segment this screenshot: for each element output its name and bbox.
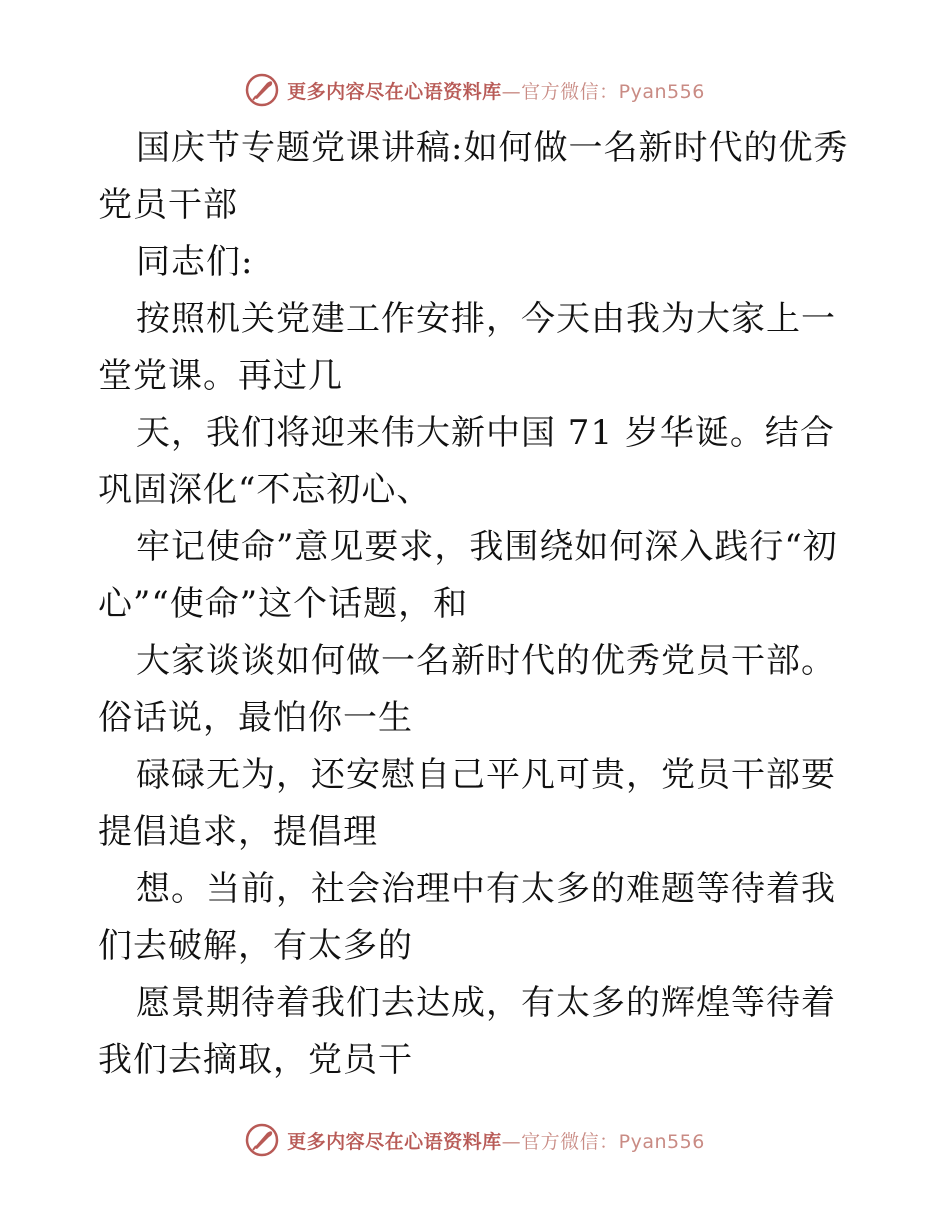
header-banner <box>0 70 950 110</box>
quill-pen-icon <box>245 73 279 107</box>
paragraph: 天，我们将迎来伟大新中国 71 岁华诞。结合巩固深化“不忘初心、 <box>98 413 835 510</box>
paragraph: 按照机关党建工作安排，今天由我为大家上一堂党课。再过几 <box>98 299 836 396</box>
document-body <box>98 120 858 1089</box>
document-title: 国庆节专题党课讲稿:如何做一名新时代的优秀党员干部 <box>98 128 849 225</box>
quill-pen-icon <box>245 1123 279 1157</box>
paragraph: 大家谈谈如何做一名新时代的优秀党员干部。俗话说，最怕你一生 <box>98 641 836 738</box>
footer-banner <box>0 1120 950 1160</box>
banner-dash: — <box>501 1130 522 1153</box>
paragraph: 同志们: <box>136 242 254 282</box>
banner-contact-text: 官方微信：Pyan556 <box>521 80 705 103</box>
banner-text <box>287 1127 705 1154</box>
banner-dash: — <box>501 80 522 103</box>
paragraph: 牢记使命”意见要求，我围绕如何深入践行“初心”“使命”这个话题，和 <box>98 527 838 624</box>
banner-main-text: 更多内容尽在心语资料库 <box>287 80 502 103</box>
paragraph: 愿景期待着我们去达成，有太多的辉煌等待着我们去摘取，党员干 <box>98 983 836 1080</box>
banner-contact-text: 官方微信：Pyan556 <box>521 1130 705 1153</box>
banner-text <box>287 77 705 104</box>
paragraph: 想。当前，社会治理中有太多的难题等待着我们去破解，有太多的 <box>98 869 836 966</box>
paragraph: 碌碌无为，还安慰自己平凡可贵，党员干部要提倡追求，提倡理 <box>98 755 836 852</box>
banner-main-text: 更多内容尽在心语资料库 <box>287 1130 502 1153</box>
